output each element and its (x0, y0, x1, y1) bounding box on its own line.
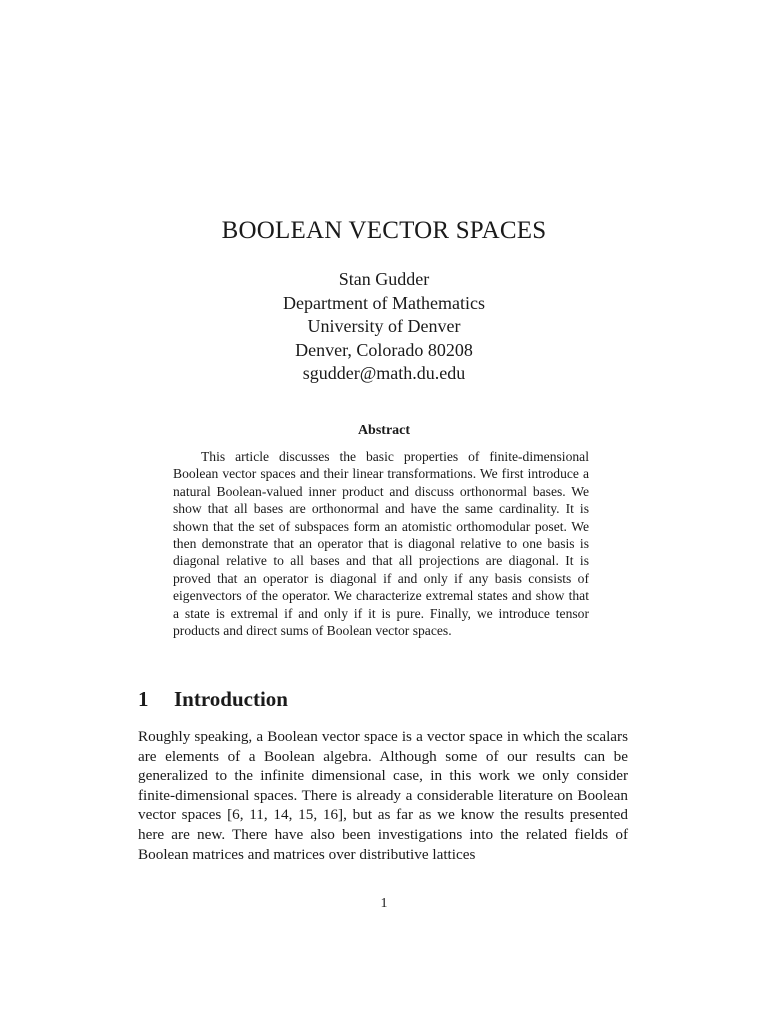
author-block (0, 268, 768, 386)
paper-title: BOOLEAN VECTOR SPACES (221, 217, 547, 244)
section-number: 1 (138, 687, 149, 711)
author-email: sgudder@math.du.edu (302, 363, 466, 383)
introduction-text: Roughly speaking, a Boolean vector space is a vector space in which the scalars are elements of a Boolean algebra. Although some of our results can be generalized to the infinite dimensional case, in this work we only consider finite-dimensional spaces. There is already a considerable literature on Boolean vector spaces [6, 11, 14, 15, 16], but as far as we know the results presented here are new. There have also been investigations into the related fields of Boolean matrices and matrices over distributive lattices (138, 728, 628, 863)
author-university: University of Denver (307, 316, 461, 336)
abstract-heading: Abstract (357, 423, 411, 438)
section-heading (138, 686, 288, 712)
author-department: Department of Mathematics (283, 292, 485, 313)
page-number: 1 (380, 896, 388, 911)
section-title: Introduction (174, 687, 288, 711)
author-name: Stan Gudder (338, 269, 430, 289)
author-location: Denver, Colorado 80208 (295, 339, 473, 360)
abstract-text: This article discusses the basic properties of finite-dimensional Boolean vector spaces and their linear transformations. We first introduce a natural Boolean-valued inner product and discuss orthonormal bases. We show that all bases are orthonormal and have the same cardinality. It is shown that the set of subspaces form an atomistic orthomodular poset. We then demonstrate that an operator that is diagonal relative to one basis is diagonal relative to all bases and that all projections are diagonal. It is proved that an operator is diagonal if and only if any basis consists of eigenvectors of the operator. We characterize extremal states and show that a state is extremal if and only if it is pure. Finally, we introduce tensor products and direct sums of Boolean vector spaces. (173, 449, 589, 639)
